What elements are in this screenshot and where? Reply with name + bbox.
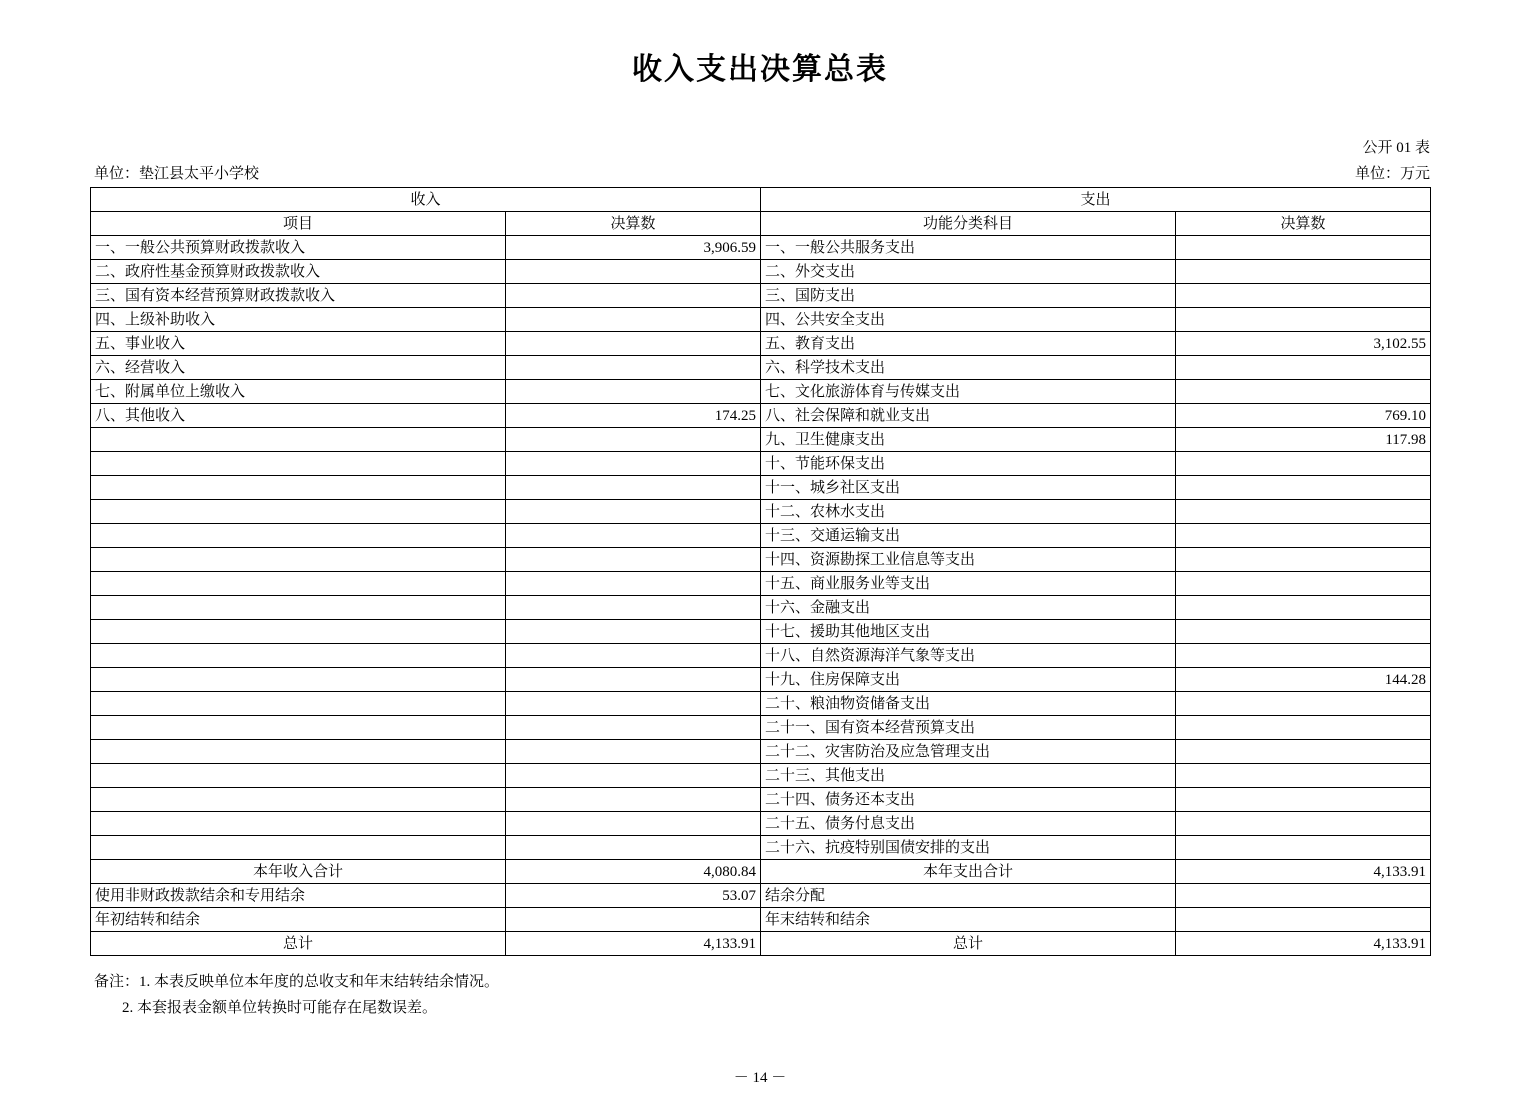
table-row	[91, 764, 1431, 788]
income-item-label	[91, 596, 506, 620]
table-summary-row	[91, 884, 1431, 908]
expense-item-amount	[1176, 476, 1431, 500]
table-row	[91, 452, 1431, 476]
expense-item-label: 二十、粮油物资储备支出	[761, 692, 1176, 716]
table-row	[91, 284, 1431, 308]
table-row	[91, 692, 1431, 716]
table-row	[91, 476, 1431, 500]
income-item-amount	[506, 284, 761, 308]
table-row	[91, 812, 1431, 836]
summary-income-amount: 53.07	[506, 884, 761, 908]
income-item-amount	[506, 836, 761, 860]
income-item-label	[91, 428, 506, 452]
summary-income-amount	[506, 908, 761, 932]
summary-expense-amount: 4,133.91	[1176, 860, 1431, 884]
income-item-label	[91, 620, 506, 644]
expense-item-amount	[1176, 644, 1431, 668]
document-page	[0, 44, 1520, 1118]
summary-expense-amount	[1176, 884, 1431, 908]
table-row	[91, 500, 1431, 524]
income-item-amount	[506, 644, 761, 668]
expense-item-label: 二十五、债务付息支出	[761, 812, 1176, 836]
income-item-amount	[506, 716, 761, 740]
income-item-amount	[506, 596, 761, 620]
table-row	[91, 572, 1431, 596]
summary-income-amount: 4,133.91	[506, 932, 761, 956]
summary-income-label: 本年收入合计	[91, 860, 506, 884]
income-item-amount	[506, 692, 761, 716]
table-row	[91, 332, 1431, 356]
column-header-expense-item: 功能分类科目	[761, 212, 1176, 236]
income-item-label	[91, 692, 506, 716]
expense-item-amount: 769.10	[1176, 404, 1431, 428]
income-item-amount	[506, 668, 761, 692]
table-row	[91, 380, 1431, 404]
table-row	[91, 836, 1431, 860]
income-item-amount	[506, 788, 761, 812]
unit-name: 单位：垫江县太平小学校	[94, 166, 260, 182]
income-item-amount	[506, 572, 761, 596]
expense-item-amount	[1176, 692, 1431, 716]
expense-item-amount	[1176, 836, 1431, 860]
income-item-label	[91, 812, 506, 836]
table-row	[91, 620, 1431, 644]
income-item-label: 三、国有资本经营预算财政拨款收入	[91, 284, 506, 308]
table-summary-row	[91, 932, 1431, 956]
income-item-label	[91, 788, 506, 812]
income-item-amount: 174.25	[506, 404, 761, 428]
table-row	[91, 788, 1431, 812]
expense-item-amount	[1176, 380, 1431, 404]
income-item-label	[91, 836, 506, 860]
income-item-amount	[506, 812, 761, 836]
table-row	[91, 356, 1431, 380]
column-header-expense-amount: 决算数	[1176, 212, 1431, 236]
income-item-amount	[506, 428, 761, 452]
expense-item-label: 二十六、抗疫特别国债安排的支出	[761, 836, 1176, 860]
expense-item-amount	[1176, 308, 1431, 332]
group-header-income: 收入	[91, 188, 761, 212]
expense-item-amount	[1176, 284, 1431, 308]
income-item-amount	[506, 500, 761, 524]
expense-item-amount: 3,102.55	[1176, 332, 1431, 356]
expense-item-label: 十八、自然资源海洋气象等支出	[761, 644, 1176, 668]
income-item-amount	[506, 620, 761, 644]
income-item-label	[91, 764, 506, 788]
table-row	[91, 644, 1431, 668]
expense-item-amount	[1176, 764, 1431, 788]
income-item-amount	[506, 260, 761, 284]
expense-item-amount	[1176, 452, 1431, 476]
table-summary-row	[91, 908, 1431, 932]
amount-unit: 单位：万元	[1354, 166, 1430, 182]
income-item-label: 七、附属单位上缴收入	[91, 380, 506, 404]
column-header-income-item: 项目	[91, 212, 506, 236]
income-item-label: 五、事业收入	[91, 332, 506, 356]
summary-expense-amount: 4,133.91	[1176, 932, 1431, 956]
income-item-label: 八、其他收入	[91, 404, 506, 428]
expense-item-amount	[1176, 260, 1431, 284]
summary-income-label: 总计	[91, 932, 506, 956]
table-row	[91, 668, 1431, 692]
expense-item-label: 十九、住房保障支出	[761, 668, 1176, 692]
expense-item-amount	[1176, 812, 1431, 836]
expense-item-label: 十、节能环保支出	[761, 452, 1176, 476]
income-item-amount	[506, 356, 761, 380]
summary-expense-label: 年末结转和结余	[761, 908, 1176, 932]
expense-item-amount: 117.98	[1176, 428, 1431, 452]
income-item-label: 六、经营收入	[91, 356, 506, 380]
income-item-label: 一、一般公共预算财政拨款收入	[91, 236, 506, 260]
expense-item-label: 九、卫生健康支出	[761, 428, 1176, 452]
expense-item-amount	[1176, 572, 1431, 596]
income-item-amount: 3,906.59	[506, 236, 761, 260]
summary-expense-label: 结余分配	[761, 884, 1176, 908]
expense-item-amount	[1176, 596, 1431, 620]
income-item-amount	[506, 764, 761, 788]
expense-item-label: 十五、商业服务业等支出	[761, 572, 1176, 596]
summary-income-amount: 4,080.84	[506, 860, 761, 884]
group-header-expense: 支出	[761, 188, 1431, 212]
income-item-label	[91, 452, 506, 476]
notes-block	[94, 969, 499, 1021]
expense-item-amount	[1176, 788, 1431, 812]
expense-item-label: 八、社会保障和就业支出	[761, 404, 1176, 428]
table-row	[91, 236, 1431, 260]
table-row	[91, 308, 1431, 332]
expense-item-amount	[1176, 620, 1431, 644]
income-item-label	[91, 572, 506, 596]
table-summary-row	[91, 860, 1431, 884]
expense-item-label: 十一、城乡社区支出	[761, 476, 1176, 500]
expense-item-label: 六、科学技术支出	[761, 356, 1176, 380]
expense-item-label: 五、教育支出	[761, 332, 1176, 356]
summary-expense-amount	[1176, 908, 1431, 932]
income-item-label	[91, 548, 506, 572]
expense-item-label: 二十三、其他支出	[761, 764, 1176, 788]
income-item-amount	[506, 332, 761, 356]
income-item-label	[91, 476, 506, 500]
income-item-label: 四、上级补助收入	[91, 308, 506, 332]
expense-item-amount	[1176, 740, 1431, 764]
expense-item-amount	[1176, 356, 1431, 380]
table-row	[91, 716, 1431, 740]
table-row	[91, 260, 1431, 284]
expense-item-label: 七、文化旅游体育与传媒支出	[761, 380, 1176, 404]
form-number: 公开 01 表	[1362, 140, 1430, 156]
summary-income-label: 年初结转和结余	[91, 908, 506, 932]
expense-item-label: 十四、资源勘探工业信息等支出	[761, 548, 1176, 572]
note-line-1: 备注：1. 本表反映单位本年度的总收支和年末结转结余情况。	[94, 974, 500, 990]
expense-item-amount	[1176, 524, 1431, 548]
table-row	[91, 596, 1431, 620]
table-row	[91, 428, 1431, 452]
expense-item-amount	[1176, 236, 1431, 260]
expense-item-label: 十六、金融支出	[761, 596, 1176, 620]
expense-item-label: 二十二、灾害防治及应急管理支出	[761, 740, 1176, 764]
summary-income-label: 使用非财政拨款结余和专用结余	[91, 884, 506, 908]
income-item-amount	[506, 476, 761, 500]
table-row	[91, 524, 1431, 548]
summary-expense-label: 总计	[761, 932, 1176, 956]
note-line-2: 2. 本套报表金额单位转换时可能存在尾数误差。	[122, 1000, 438, 1016]
income-item-amount	[506, 548, 761, 572]
table-group-header-row	[91, 188, 1431, 212]
expense-item-label: 二十四、债务还本支出	[761, 788, 1176, 812]
table-row	[91, 548, 1431, 572]
expense-item-label: 一、一般公共服务支出	[761, 236, 1176, 260]
expense-item-label: 三、国防支出	[761, 284, 1176, 308]
expense-item-label: 十三、交通运输支出	[761, 524, 1176, 548]
income-item-amount	[506, 524, 761, 548]
income-item-amount	[506, 740, 761, 764]
summary-expense-label: 本年支出合计	[761, 860, 1176, 884]
income-item-amount	[506, 308, 761, 332]
income-item-label	[91, 668, 506, 692]
income-item-label	[91, 716, 506, 740]
expense-item-amount	[1176, 500, 1431, 524]
income-item-label	[91, 740, 506, 764]
income-item-amount	[506, 452, 761, 476]
expense-item-amount: 144.28	[1176, 668, 1431, 692]
column-header-income-amount: 决算数	[506, 212, 761, 236]
table-row	[91, 740, 1431, 764]
budget-table	[90, 187, 1431, 956]
table-row	[91, 404, 1431, 428]
page-footer: － 14 －	[733, 1070, 787, 1086]
expense-item-label: 十二、农林水支出	[761, 500, 1176, 524]
expense-item-amount	[1176, 548, 1431, 572]
expense-item-amount	[1176, 716, 1431, 740]
expense-item-label: 十七、援助其他地区支出	[761, 620, 1176, 644]
expense-item-label: 二、外交支出	[761, 260, 1176, 284]
page-title: 收入支出决算总表	[632, 53, 888, 86]
income-item-label	[91, 524, 506, 548]
income-item-label: 二、政府性基金预算财政拨款收入	[91, 260, 506, 284]
expense-item-label: 四、公共安全支出	[761, 308, 1176, 332]
income-item-label	[91, 500, 506, 524]
income-item-amount	[506, 380, 761, 404]
income-item-label	[91, 644, 506, 668]
table-column-header-row	[91, 212, 1431, 236]
expense-item-label: 二十一、国有资本经营预算支出	[761, 716, 1176, 740]
